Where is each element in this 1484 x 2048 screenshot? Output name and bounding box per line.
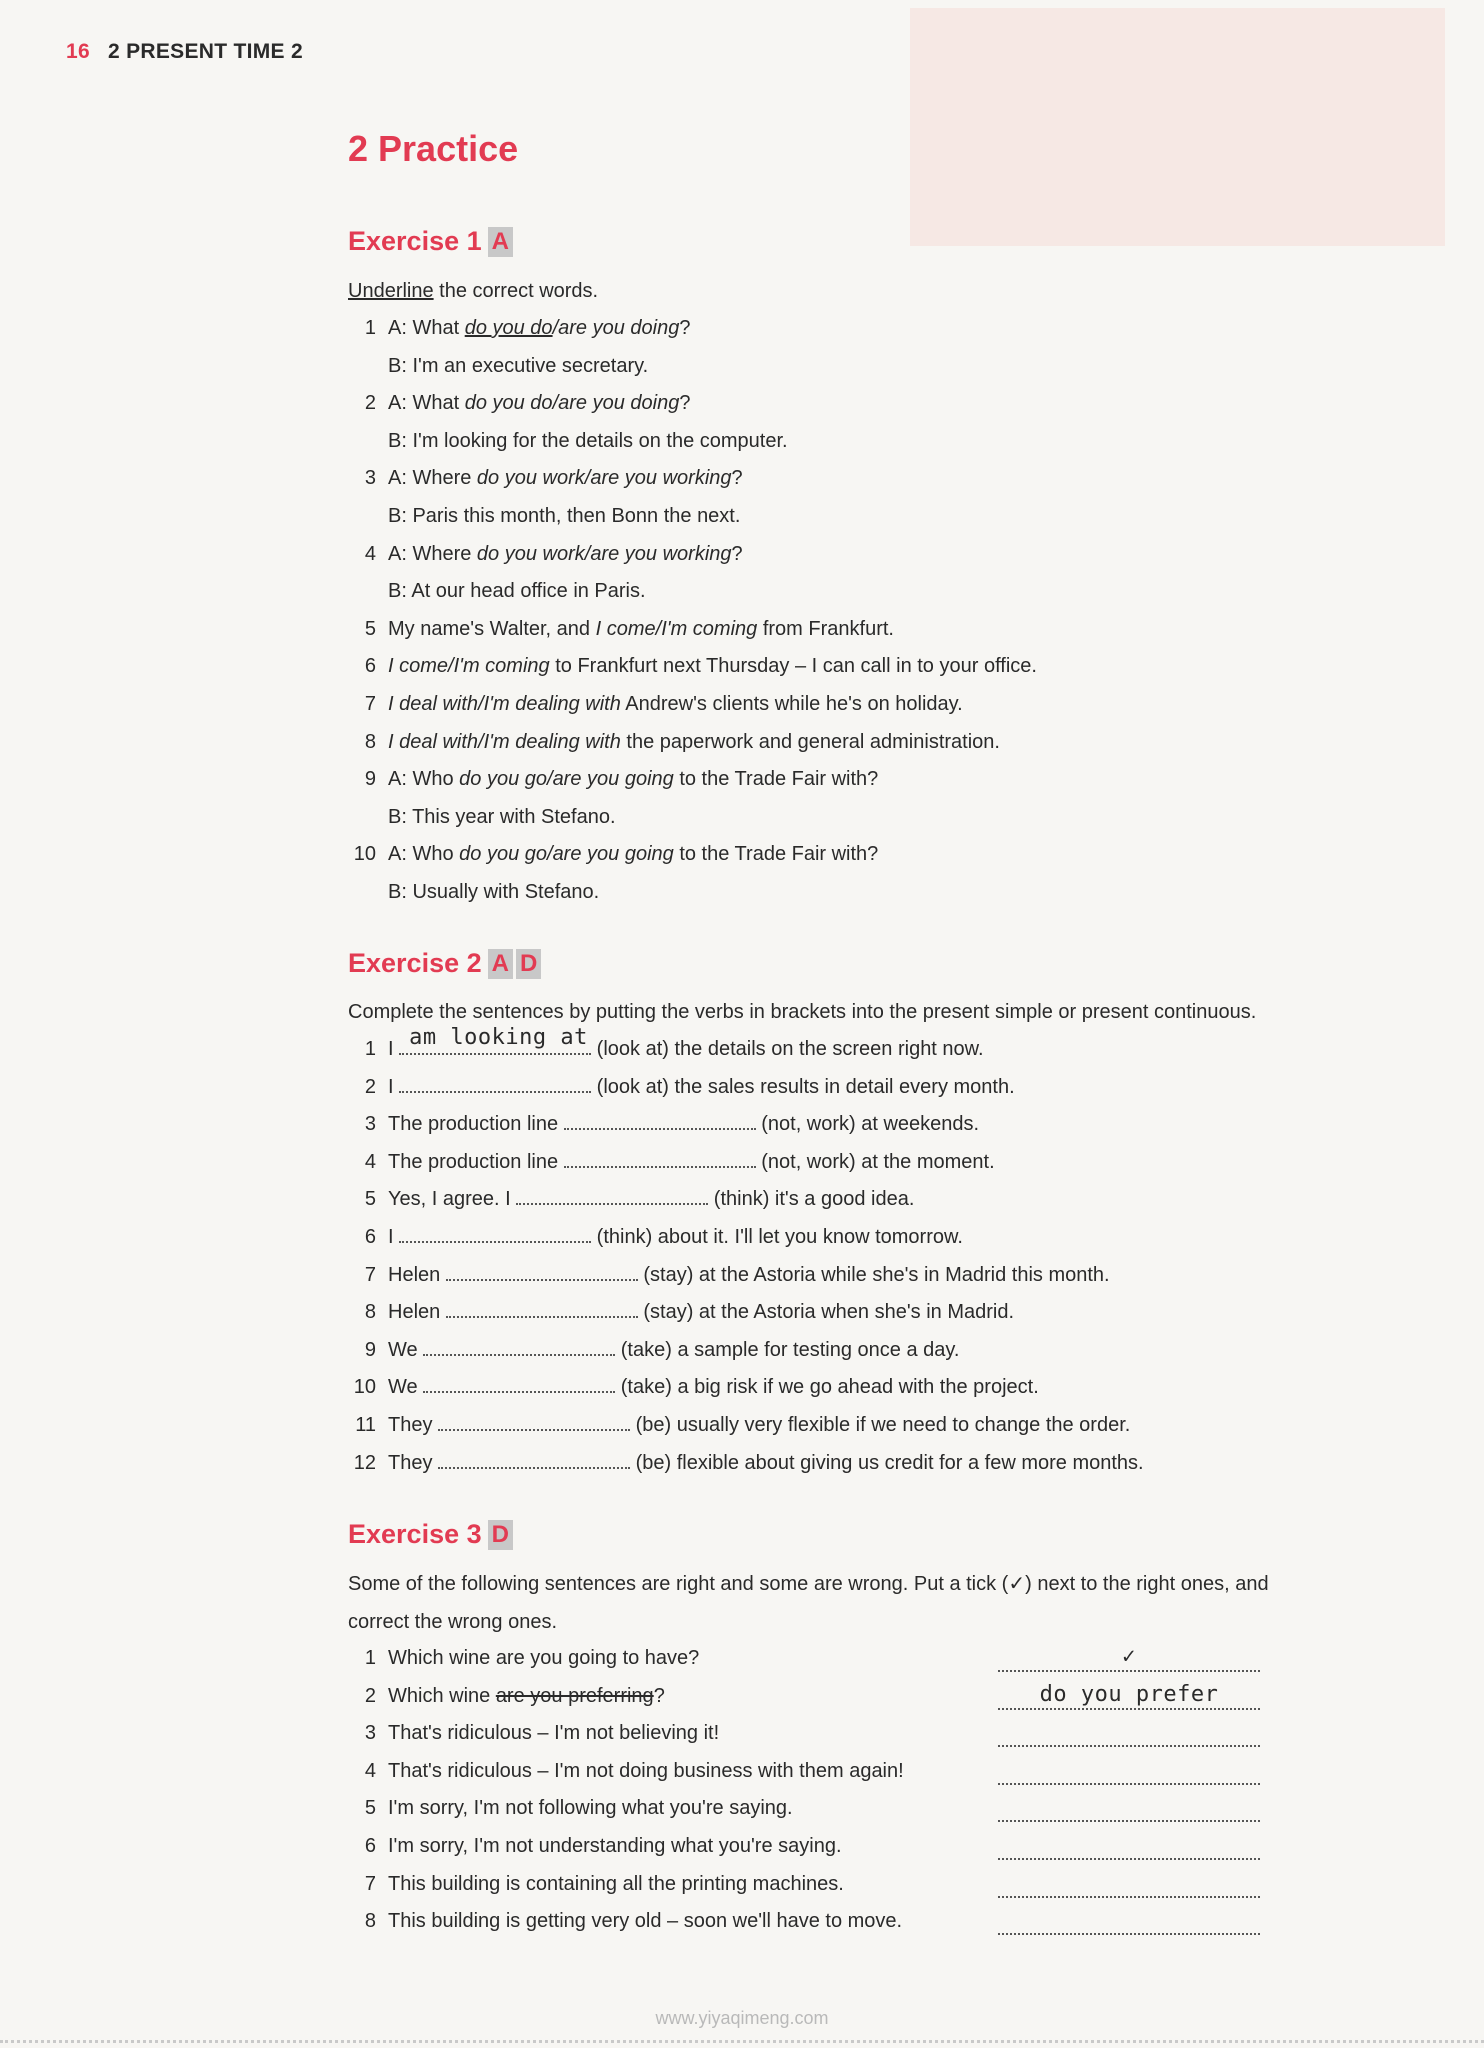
option-separator: / (552, 392, 559, 415)
item-number: 4 (364, 1150, 376, 1173)
option-1[interactable]: do you work (476, 542, 585, 565)
item-number: 10 (353, 1376, 376, 1399)
list-item (348, 1407, 1144, 1445)
sentence-text: This building is getting very old – soon we'll have to move. (388, 1910, 903, 1933)
prefix-text: A: Who (388, 768, 460, 791)
instruction-line-1: Some of the following sentences are right and some are wrong. Put a tick (✓) next to the right ones, and (348, 1573, 1269, 1595)
item-number: 5 (364, 1797, 376, 1820)
list-item (348, 573, 1037, 611)
item-text (388, 836, 878, 874)
bottom-divider (0, 2040, 1484, 2043)
list-item (348, 1715, 1348, 1753)
footer-watermark: www.yiyaqimeng.com (655, 2008, 829, 2028)
item-number: 7 (364, 1263, 376, 1286)
item-number: 2 (364, 392, 376, 415)
prefix-text: I (388, 1225, 400, 1248)
correction-blank[interactable] (998, 1757, 1260, 1785)
option-separator: / (584, 542, 591, 565)
correction-blank[interactable] (998, 1719, 1260, 1747)
page-number: 16 (66, 40, 90, 63)
item-number: 7 (364, 1872, 376, 1895)
item-number: 3 (364, 467, 376, 490)
item-text (388, 1025, 984, 1069)
item-text (388, 385, 690, 423)
answer-blank[interactable] (446, 1294, 638, 1318)
reply-text: B: At our head office in Paris. (388, 580, 646, 603)
reply-text: B: Usually with Stefano. (388, 880, 600, 903)
item-text (388, 761, 878, 799)
answer-blank[interactable] (446, 1257, 638, 1281)
suffix-text: from Frankfurt. (757, 617, 894, 640)
option-2[interactable]: are you going (552, 768, 674, 791)
exercise-1-heading: Exercise 1 (348, 226, 482, 256)
answer-blank[interactable] (399, 1219, 591, 1243)
item-text (388, 1828, 842, 1866)
item-number: 7 (364, 692, 376, 715)
item-text (388, 310, 690, 348)
item-number: 6 (364, 1834, 376, 1857)
option-1[interactable]: I come (388, 655, 449, 678)
sentence-text: I'm sorry, I'm not understanding what you're saying. (388, 1834, 842, 1857)
answer-blank[interactable] (423, 1369, 615, 1393)
exercise-2-list (348, 1025, 1144, 1482)
item-text (388, 1640, 699, 1678)
suffix-text: ? (731, 542, 743, 565)
reply-text: B: This year with Stefano. (388, 805, 616, 828)
suffix-text: ? (679, 392, 691, 415)
item-text (388, 348, 648, 386)
suffix-text: (take) a big risk if we go ahead with the project. (615, 1376, 1039, 1399)
sentence-text: Which wine (388, 1684, 496, 1707)
item-number: 1 (364, 1038, 376, 1060)
item-number: 12 (353, 1451, 376, 1474)
reply-text: B: I'm an executive secretary. (388, 354, 649, 377)
prefix-text: They (388, 1413, 439, 1436)
option-1[interactable]: I deal with (388, 730, 479, 753)
list-item (348, 1678, 1348, 1716)
item-number: 6 (364, 655, 376, 678)
list-item (348, 460, 1037, 498)
option-separator: / (448, 655, 454, 678)
option-2[interactable]: are you going (552, 843, 674, 866)
list-item (348, 1025, 1144, 1069)
item-number (348, 348, 376, 386)
item-number (348, 874, 376, 912)
item-text (388, 1866, 844, 1904)
item-number: 3 (364, 1722, 376, 1745)
prefix-text: We (388, 1376, 424, 1399)
correction-blank[interactable] (998, 1870, 1260, 1898)
prefix-text: We (388, 1338, 424, 1361)
list-item (348, 1144, 1144, 1182)
instruction-line-2: correct the wrong ones. (348, 1610, 557, 1633)
item-text (388, 498, 740, 536)
list-item (348, 536, 1037, 574)
sentence-text: That's ridiculous – I'm not believing it! (388, 1722, 720, 1745)
item-number: 6 (364, 1225, 376, 1248)
item-text (388, 1069, 1015, 1107)
prefix-text: The production line (388, 1150, 564, 1173)
option-separator: / (547, 843, 553, 866)
prefix-text: My name's Walter, and (388, 617, 596, 640)
list-item (348, 423, 1037, 461)
exercise-3-instruction (348, 1566, 1428, 1641)
item-text (388, 686, 963, 724)
item-text (388, 1678, 665, 1716)
sentence-text: This building is containing all the printing machines. (388, 1872, 844, 1895)
list-item (348, 836, 1037, 874)
item-text (388, 1332, 959, 1370)
item-number: 1 (364, 317, 376, 339)
option-1[interactable]: do you go (459, 768, 547, 791)
suffix-text: to Frankfurt next Thursday – I can call in to your office. (549, 655, 1037, 678)
section-badge: D (488, 1520, 513, 1550)
item-text (388, 1106, 979, 1144)
prefix-text: The production line (388, 1113, 564, 1136)
list-item (348, 385, 1037, 423)
prefix-text: Helen (388, 1263, 446, 1286)
item-text (388, 536, 743, 574)
item-number: 2 (364, 1075, 376, 1098)
answer-blank[interactable] (564, 1144, 756, 1168)
correction-blank[interactable] (998, 1644, 1260, 1672)
exercise-2-title (348, 948, 541, 979)
item-number (348, 423, 376, 461)
suffix-text: the paperwork and general administration. (620, 730, 1000, 753)
item-number (348, 573, 376, 611)
section-title: 2 Practice (348, 128, 519, 169)
prefix-text: I (388, 1075, 400, 1098)
list-item (348, 1369, 1144, 1407)
suffix-text: (look at) the sales results in detail every month. (591, 1075, 1015, 1098)
suffix-text: (stay) at the Astoria when she's in Madrid. (637, 1301, 1015, 1324)
option-separator: / (655, 617, 662, 640)
option-1[interactable]: I come (595, 617, 656, 640)
prefix-text: They (388, 1451, 439, 1474)
item-number (348, 799, 376, 837)
item-number: 8 (364, 1910, 376, 1933)
sentence-text: I'm sorry, I'm not following what you're saying. (388, 1797, 793, 1820)
reply-text: B: I'm looking for the details on the computer. (388, 429, 788, 452)
option-1[interactable]: do you do (464, 392, 553, 415)
suffix-text: ? (679, 317, 691, 339)
suffix-text: (be) usually very flexible if we need to change the order. (630, 1413, 1131, 1436)
item-text (388, 799, 616, 837)
item-text (388, 460, 743, 498)
item-text (388, 1294, 1014, 1332)
list-item (348, 648, 1037, 686)
prefix-text: Helen (388, 1301, 446, 1324)
list-item (348, 1181, 1144, 1219)
section-badge: D (516, 949, 541, 979)
item-number: 1 (364, 1647, 376, 1669)
list-item (348, 310, 1037, 348)
answer-blank[interactable] (399, 1069, 591, 1093)
prefix-text: Yes, I agree. I (388, 1188, 517, 1211)
list-item (348, 686, 1037, 724)
list-item (348, 799, 1037, 837)
item-text (388, 724, 1000, 762)
item-number: 3 (364, 1113, 376, 1136)
item-text (388, 1257, 1110, 1295)
exercise-1-instruction (348, 273, 1428, 311)
suffix-text: (not, work) at weekends. (755, 1113, 980, 1136)
exercise-3-heading: Exercise 3 (348, 1519, 482, 1549)
list-item (348, 611, 1037, 649)
item-text (388, 1753, 904, 1791)
option-2[interactable]: are you doing (558, 317, 680, 339)
list-item (348, 1753, 1348, 1791)
item-number: 8 (364, 730, 376, 753)
item-number: 11 (355, 1413, 376, 1436)
reply-text: B: Paris this month, then Bonn the next. (388, 504, 741, 527)
correction-blank[interactable] (998, 1832, 1260, 1860)
option-separator: / (584, 467, 591, 490)
answer-blank[interactable] (399, 1025, 591, 1055)
item-text (388, 1369, 1039, 1407)
option-1[interactable]: I deal with (388, 692, 479, 715)
prefix-text: A: Where (388, 542, 477, 565)
suffix-text: (look at) the details on the screen right now. (591, 1038, 984, 1060)
answer-blank[interactable] (516, 1181, 708, 1205)
list-item (348, 724, 1037, 762)
item-number: 5 (364, 617, 376, 640)
section-badge: A (488, 227, 513, 257)
correction-blank[interactable] (998, 1794, 1260, 1822)
option-separator: / (478, 730, 484, 753)
list-item (348, 1069, 1144, 1107)
prefix-text: A: What (388, 392, 465, 415)
page-header (66, 40, 303, 64)
exercise-3-title (348, 1519, 513, 1550)
list-item (348, 1294, 1144, 1332)
list-item (348, 1828, 1348, 1866)
item-number: 4 (364, 542, 376, 565)
handwritten-answer: am looking at (409, 1025, 588, 1051)
option-2[interactable]: I'm dealing with (483, 730, 621, 753)
prefix-text: I (388, 1038, 400, 1060)
sentence-text: Which wine are you going to have? (388, 1647, 700, 1669)
section-badge: A (488, 949, 513, 979)
suffix-text: to the Trade Fair with? (673, 768, 879, 791)
item-text (388, 1144, 995, 1182)
item-number: 2 (364, 1684, 376, 1707)
option-2[interactable]: are you working (590, 467, 732, 490)
answer-blank[interactable] (423, 1332, 615, 1356)
exercise-3-list (348, 1640, 1348, 1941)
item-number: 9 (364, 1338, 376, 1361)
suffix-text: (not, work) at the moment. (755, 1150, 995, 1173)
item-text (388, 611, 894, 649)
struck-text: are you preferring (495, 1684, 654, 1707)
item-text (388, 1445, 1144, 1483)
item-text (388, 648, 1037, 686)
item-number (348, 498, 376, 536)
option-2[interactable]: I'm coming (453, 655, 550, 678)
prefix-text: A: What (388, 317, 465, 339)
prefix-text: A: Who (388, 843, 460, 866)
item-number: 5 (364, 1188, 376, 1211)
exercise-2-instruction: Complete the sentences by putting the verbs in brackets into the present simple or present continuous. (348, 1001, 1257, 1023)
suffix-text: to the Trade Fair with? (673, 843, 879, 866)
suffix-text: (think) about it. I'll let you know tomorrow. (591, 1225, 963, 1248)
correction-blank[interactable] (998, 1682, 1260, 1710)
handwritten-answer: ✓ (1122, 1644, 1136, 1669)
correction-blank[interactable] (998, 1907, 1260, 1935)
option-separator: / (478, 692, 484, 715)
option-2[interactable]: are you doing (558, 392, 680, 415)
list-item (348, 1106, 1144, 1144)
item-number: 9 (364, 768, 376, 791)
answer-blank[interactable] (564, 1106, 756, 1130)
list-item (348, 761, 1037, 799)
exercise-1-list (348, 310, 1037, 912)
suffix-text: ? (731, 467, 743, 490)
prefix-text: A: Where (388, 467, 477, 490)
list-item (348, 1257, 1144, 1295)
suffix-text: (take) a sample for testing once a day. (615, 1338, 960, 1361)
exercise-1-title (348, 226, 513, 257)
item-text (388, 573, 646, 611)
option-1[interactable]: do you do (464, 317, 553, 339)
suffix-text: (stay) at the Astoria while she's in Madrid this month. (637, 1263, 1110, 1286)
running-head: 2 PRESENT TIME 2 (107, 40, 303, 63)
list-item (348, 1790, 1348, 1828)
item-text (388, 1715, 719, 1753)
item-text (388, 1219, 963, 1257)
exercise-2-heading: Exercise 2 (348, 948, 482, 978)
instruction-underline-word: Underline (348, 280, 434, 302)
option-1[interactable]: do you go (459, 843, 547, 866)
sentence-text: That's ridiculous – I'm not doing business with them again! (388, 1759, 904, 1782)
item-number: 10 (353, 843, 376, 866)
instruction-text: the correct words. (433, 280, 599, 302)
option-separator: / (547, 768, 553, 791)
option-2[interactable]: are you working (590, 542, 732, 565)
option-2[interactable]: I'm dealing with (483, 692, 621, 715)
answer-blank[interactable] (438, 1407, 630, 1431)
list-item (348, 1445, 1144, 1483)
list-item (348, 1640, 1348, 1678)
list-item (348, 1866, 1348, 1904)
list-item (348, 348, 1037, 386)
item-number: 8 (364, 1301, 376, 1324)
item-text (388, 1903, 902, 1941)
suffix-text: (think) it's a good idea. (708, 1188, 915, 1211)
list-item (348, 1903, 1348, 1941)
suffix-text: (be) flexible about giving us credit for a few more months. (630, 1451, 1144, 1474)
list-item (348, 874, 1037, 912)
list-item (348, 1219, 1144, 1257)
item-text (388, 1407, 1130, 1445)
list-item (348, 1332, 1144, 1370)
faded-background-panel (910, 8, 1445, 246)
item-text (388, 1181, 914, 1219)
option-1[interactable]: do you work (476, 467, 585, 490)
item-text (388, 1790, 793, 1828)
list-item (348, 498, 1037, 536)
suffix-text: ? (653, 1684, 665, 1707)
suffix-text: Andrew's clients while he's on holiday. (620, 692, 963, 715)
item-text (388, 874, 599, 912)
option-separator: / (552, 317, 559, 339)
answer-blank[interactable] (438, 1445, 630, 1469)
item-text (388, 423, 788, 461)
option-2[interactable]: I'm coming (661, 617, 758, 640)
handwritten-answer: do you prefer (1039, 1681, 1219, 1707)
item-number: 4 (364, 1759, 376, 1782)
